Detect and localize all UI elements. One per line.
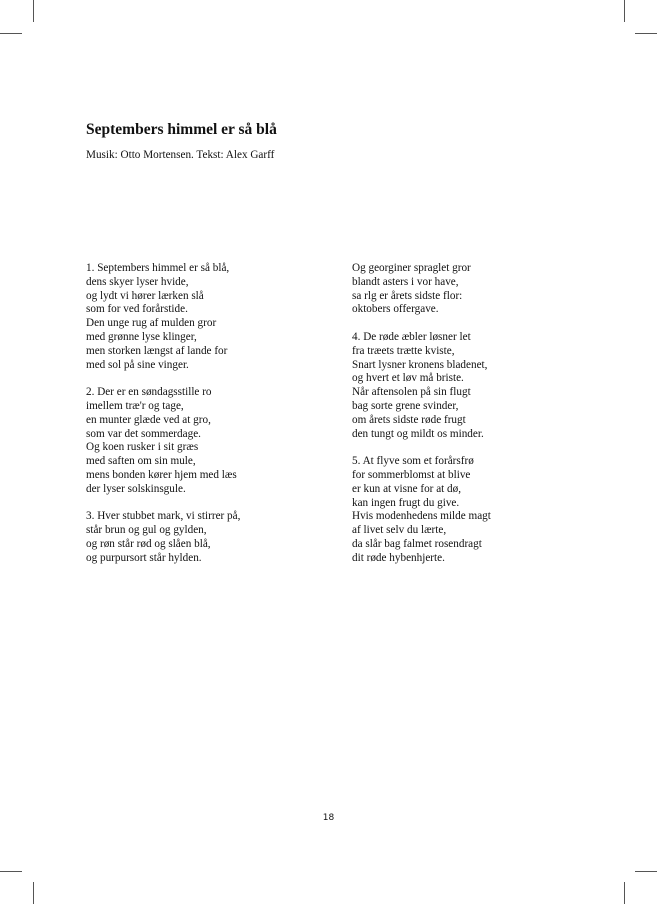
lyric-line: Den unge rug af mulden gror (86, 317, 217, 330)
lyric-line: 5. At flyve som et forårsfrø (352, 455, 474, 468)
crop-mark-top-right-h (635, 33, 657, 34)
lyric-line: af livet selv du lærte, (352, 524, 447, 537)
lyric-line: sa rlg er årets sidste flor: (352, 289, 463, 302)
lyric-line: fra træets trætte kviste, (352, 344, 455, 357)
page-number: 18 (322, 813, 335, 823)
stanza (352, 331, 602, 441)
lyric-line: 1. Septembers himmel er så blå, (86, 262, 230, 274)
lyric-line: 3. Hver stubbet mark, vi stirrer på, (86, 510, 241, 523)
stanza (86, 386, 336, 496)
song-credits: Musik: Otto Mortensen. Tekst: Alex Garff (86, 149, 275, 161)
lyric-line: med grønne lyse klinger, (86, 330, 197, 343)
song-title: Septembers himmel er så blå (86, 121, 277, 138)
lyric-line: en munter glæde ved at gro, (86, 413, 211, 426)
stanza (86, 262, 336, 372)
lyrics-column-right (352, 262, 602, 579)
lyrics-column-left (86, 262, 336, 579)
lyric-line: mens bonden kører hjem med læs (86, 468, 237, 481)
crop-mark-top-right (624, 0, 625, 22)
lyric-line: imellem træ'r og tage, (86, 399, 184, 412)
lyric-line: 2. Der er en søndagsstille ro (86, 386, 212, 399)
lyric-line: og hvert et løv må briste. (352, 372, 464, 385)
lyric-line: og lydt vi hører lærken slå (86, 289, 204, 302)
lyric-line: Og koen rusker i sit græs (86, 441, 199, 454)
lyric-line: og purpursort står hylden. (86, 551, 202, 564)
stanza (86, 510, 336, 565)
lyric-line: da slår bag falmet rosendragt (352, 537, 482, 550)
lyric-line: for sommerblomst at blive (352, 468, 471, 481)
crop-mark-bottom-left-h (0, 871, 22, 872)
lyric-line: den tungt og mildt os minder. (352, 427, 484, 440)
lyric-line: med sol på sine vinger. (86, 358, 189, 371)
crop-mark-bottom-left (33, 882, 34, 904)
lyric-line: dens skyer lyser hvide, (86, 275, 189, 288)
lyric-line: som for ved forårstide. (86, 303, 188, 316)
lyric-line: og røn står rød og slåen blå, (86, 537, 211, 550)
lyric-line: er kun at visne for at dø, (352, 482, 462, 495)
lyric-line: Når aftensolen på sin flugt (352, 386, 471, 399)
lyric-line: bag sorte grene svinder, (352, 399, 459, 412)
crop-mark-bottom-right (624, 882, 625, 904)
lyric-line: dit røde hybenhjerte. (352, 551, 445, 564)
lyric-line: står brun og gul og gylden, (86, 524, 207, 537)
lyric-line: blandt asters i vor have, (352, 275, 459, 288)
crop-mark-bottom-right-h (635, 871, 657, 872)
stanza (352, 455, 602, 565)
stanza (352, 262, 602, 317)
lyric-line: kan ingen frugt du give. (352, 496, 460, 509)
lyric-line: der lyser solskinsgule. (86, 482, 186, 495)
lyric-line: som var det sommerdage. (86, 427, 201, 440)
lyric-line: med saften om sin mule, (86, 455, 196, 468)
lyric-line: Og georginer spraglet gror (352, 262, 471, 274)
crop-mark-top-left (33, 0, 34, 22)
lyric-line: 4. De røde æbler løsner let (352, 330, 471, 343)
lyric-line: men storken længst af lande for (86, 344, 228, 357)
lyric-line: Hvis modenhedens milde magt (352, 510, 491, 523)
lyric-line: om årets sidste røde frugt (352, 413, 466, 426)
crop-mark-top-left-h (0, 33, 22, 34)
lyric-line: Snart lysner kronens bladenet, (352, 358, 488, 371)
lyric-line: oktobers offergave. (352, 303, 439, 316)
